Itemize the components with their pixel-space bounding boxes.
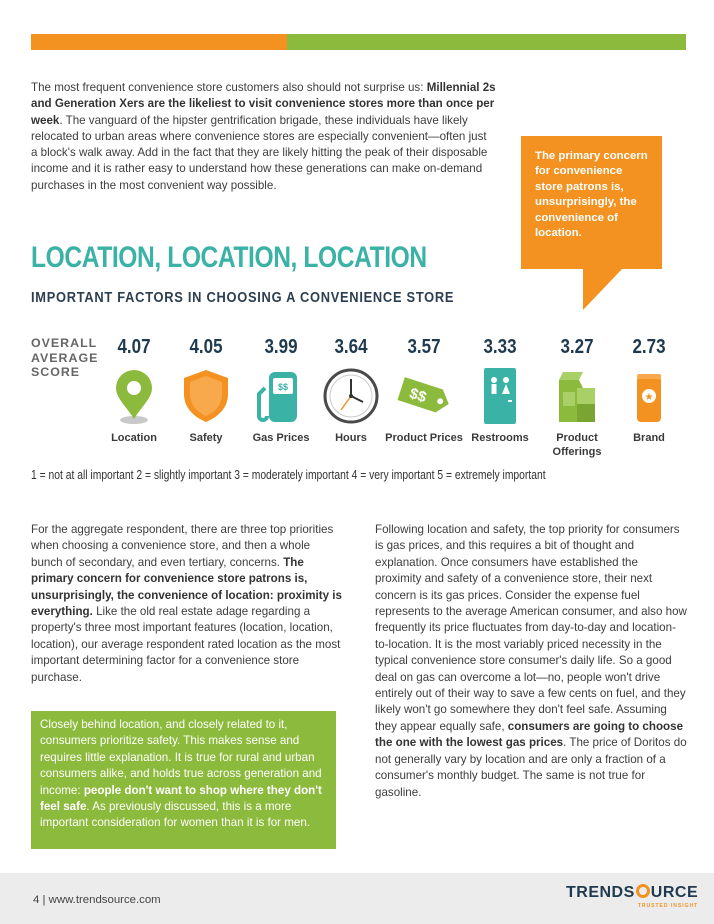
greenbox-bold: people don't want to shop where they don't feel safe [40, 783, 322, 814]
intro-bold: Millennial 2s and Generation Xers are the likeliest to visit convenience stores more than once per week [31, 81, 496, 127]
pull-quote-callout: The primary concern for convenience store patrons is, unsurprisingly, the convenience of location. [521, 136, 662, 269]
rating-scale-legend: 1 = not at all important 2 = slightly important 3 = moderately important 4 = very important 5 = extremely important [31, 468, 546, 482]
factor-label: Restrooms [471, 432, 529, 444]
location-pin-icon [104, 366, 164, 426]
brand-star-glyph: ★ [644, 392, 654, 403]
factor-brand [609, 334, 689, 446]
brand-can-icon [619, 366, 679, 426]
logo-o-ring [636, 884, 650, 898]
price-tag-glyph: $$ [407, 384, 429, 407]
right-text-1: Following location and safety, the top priority for consumers is gas prices, and this requires a bit of thought and explanation. Once consumers have established the proximity and safety of a convenience store, their next concern is its gas prices. Consider the expense fuel represents to the average American consumer, and also how frequently its price fluctuates from day-to-day and location-to-location. It is the most variably priced necessity in the typical convenience store consumer's daily life. So a good deal on gas can overcome a lot—no, people won't drive entirely out of their way to save a few cents on fuel, and they likely won't go somewhere they don't feel safe. Assuming they appear equally safe, [375, 523, 687, 733]
page-number-and-url: 4 | www.trendsource.com [33, 894, 161, 906]
logo-text-part-1: TRENDS [566, 884, 635, 901]
section-heading: LOCATION, LOCATION, LOCATION [31, 241, 427, 274]
left-bold: The primary concern for convenience store patrons is, unsurprisingly, the convenience of location: proximity is everything. [31, 555, 342, 619]
shield-icon [176, 366, 236, 426]
factor-score: 3.57 [407, 336, 441, 358]
greenbox-text-1: Closely behind location, and closely related to it, consumers prioritize safety. This makes sense and requires little explanation. It is true for rural and urban consumers alike, and holds true across generation and income: [40, 718, 322, 797]
factor-label: Location [111, 432, 157, 444]
factor-gas-prices [241, 334, 321, 446]
factor-location [94, 334, 174, 446]
factor-score: 3.33 [483, 336, 517, 358]
right-column-paragraph [375, 522, 687, 801]
chart-title: IMPORTANT FACTORS IN CHOOSING A CONVENIENCE STORE [31, 290, 455, 306]
factor-score: 2.73 [632, 336, 666, 358]
factor-restrooms [460, 334, 540, 446]
gas-pump-icon [251, 366, 311, 426]
top-bar-orange-segment [31, 34, 287, 50]
factor-label: Product Offerings [552, 432, 602, 458]
clock-icon [321, 366, 381, 426]
factor-label: Product Prices [385, 432, 463, 444]
intro-text-1: The most frequent convenience store customers also should not surprise us: [31, 81, 427, 94]
top-bar-green-segment [287, 34, 686, 50]
gas-price-glyph: $$ [277, 382, 289, 392]
right-bold: consumers are going to choose the one with the lowest gas prices [375, 719, 684, 750]
right-text-2: . The price of Doritos do not generally vary by location and are only a fraction of a consumer's monthly budget. The same is not true for gasoline. [375, 736, 687, 799]
factor-product-offerings [537, 334, 617, 459]
overall-label-line-2: AVERAGE [31, 350, 99, 365]
logo-text-part-2: URCE [650, 884, 699, 901]
factor-hours [311, 334, 391, 446]
safety-highlight-box [31, 711, 336, 849]
factor-safety [166, 334, 246, 446]
logo-tagline: TRUSTED INSIGHT [637, 903, 699, 909]
intro-text-2: . The vanguard of the hipster gentrification brigade, these individuals have likely relocated to urban areas where convenience stores are especially convenient—often just a block's walk away. Add in the fact that they are likely hitting the peak of their disposable income and it is rather easy to understand how these generations can make on-demand purchases in the most convenient way possible. [31, 113, 488, 192]
trendsource-logo [566, 884, 698, 909]
greenbox-text-2: . As previously discussed, this is a more important consideration for women than it is for men. [40, 800, 311, 830]
factor-score: 4.05 [189, 336, 223, 358]
intro-paragraph [31, 80, 496, 194]
factor-score: 3.99 [264, 336, 298, 358]
callout-tail [583, 268, 623, 310]
left-column-paragraph [31, 522, 343, 686]
factor-product-prices [384, 334, 464, 446]
price-tag-icon [394, 366, 454, 426]
left-text-2: Like the old real estate adage regarding a property's three most important features (location, location, location), our average respondent rated location as the most important determining factor for a convenience store purchase. [31, 605, 341, 684]
restroom-icon [470, 366, 530, 426]
overall-label-line-3: SCORE [31, 365, 81, 380]
grocery-products-icon [547, 366, 607, 426]
factor-score: 3.27 [560, 336, 594, 358]
factor-label: Hours [335, 432, 367, 444]
page-footer [0, 873, 714, 924]
factor-score: 4.07 [117, 336, 151, 358]
overall-average-score-label [31, 336, 98, 380]
factor-score: 3.64 [334, 336, 368, 358]
left-text-1: For the aggregate respondent, there are three top priorities when choosing a convenience store, and then a whole bunch of secondary, and even tertiary, concerns. [31, 523, 334, 569]
factor-label: Safety [189, 432, 223, 444]
top-color-bar [31, 34, 686, 50]
factor-label: Gas Prices [252, 432, 310, 444]
factor-label: Brand [633, 432, 665, 444]
overall-label-line-1: OVERALL [31, 336, 98, 350]
